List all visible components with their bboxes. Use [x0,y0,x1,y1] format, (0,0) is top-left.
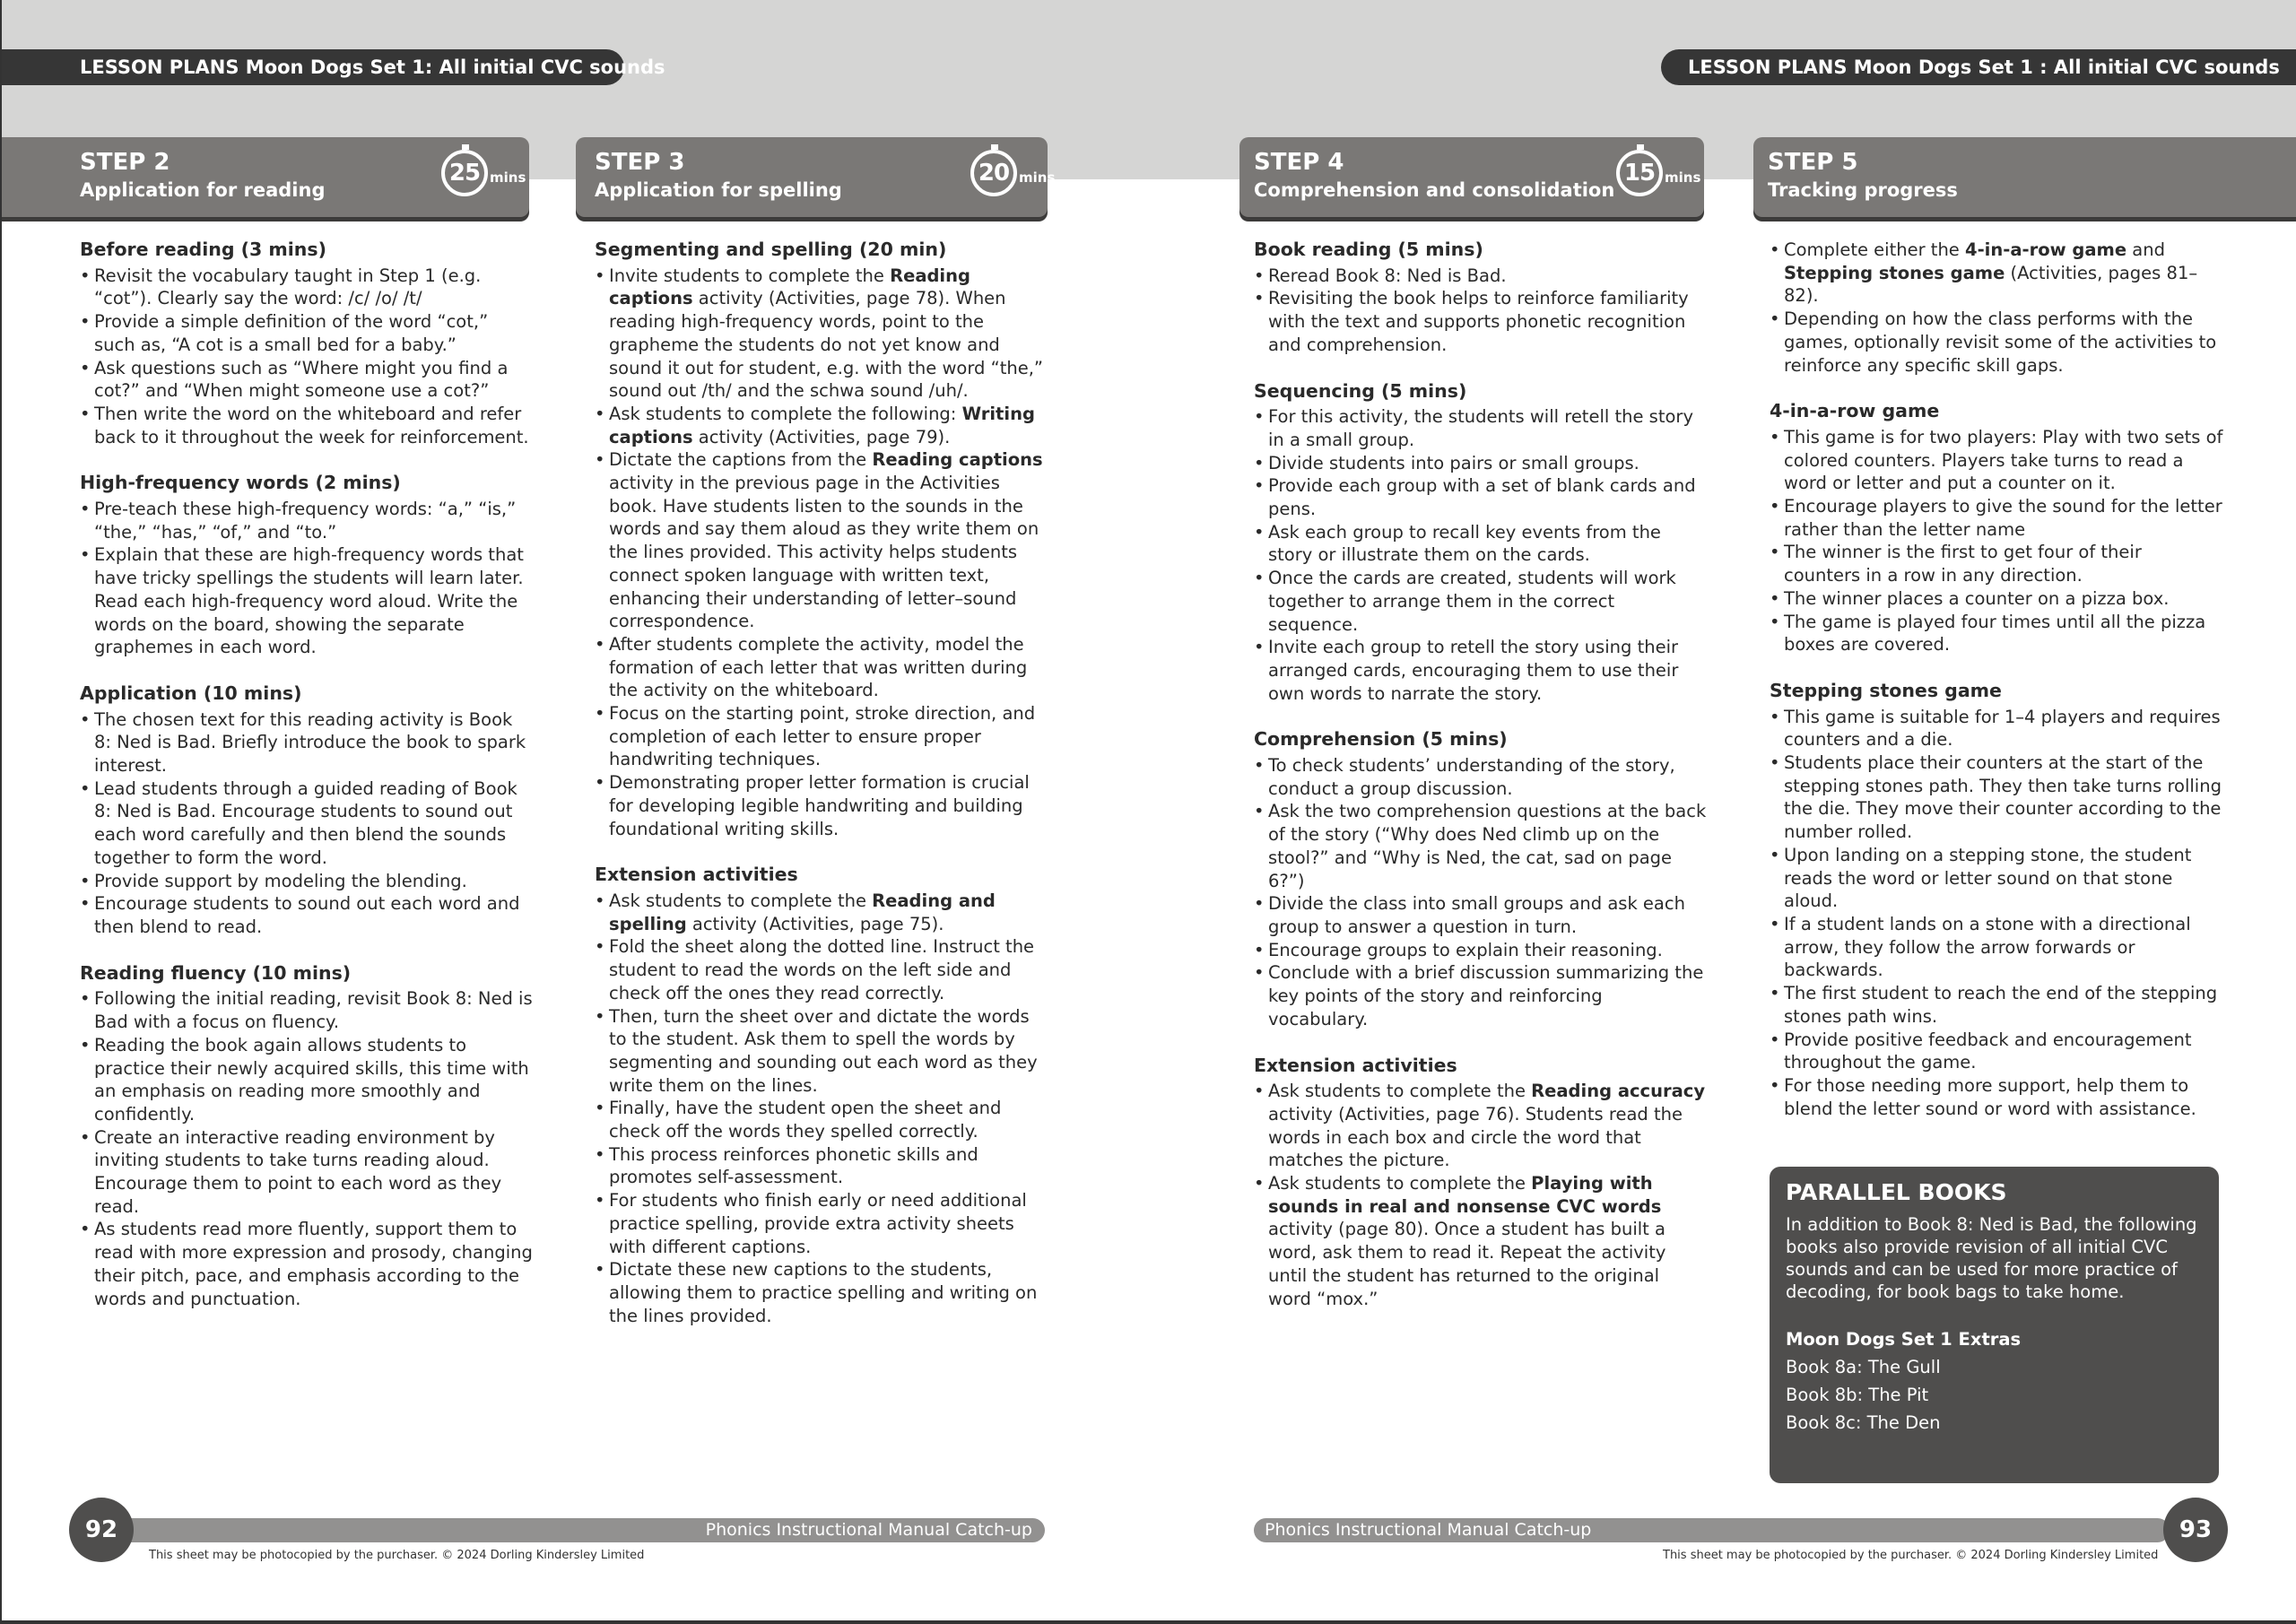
bullet-text: Ask students to complete the [1268,1173,1532,1194]
bullet-text: Ask students to complete the [609,890,873,911]
parallel-books-title: PARALLEL BOOKS [1786,1179,2007,1205]
list-item [595,265,1048,403]
column [1770,239,2223,1120]
bullet-text: Depending on how the class performs with the games, optionally revisit some of the activities to reinforce any specific skill gaps. [1784,308,2217,376]
bullet-text: Create an interactive reading environment by inviting students to take turns reading aloud. Encourage them to point to each word as they read. [94,1126,502,1217]
bullet-text: The winner places a counter on a pizza box. [1784,587,2170,609]
page-number-left: 92 [69,1498,134,1562]
bullet-text: Encourage students to sound out each word and then blend to read. [94,893,520,937]
list-item [1254,287,1708,356]
parallel-books-subheading: Moon Dogs Set 1 Extras [1786,1329,2022,1350]
bullet-text: activity (Activities, page 78). When reading high-frequency words, point to the grapheme the students do not yet know and sound it out for student, e.g. with the word “the,” sound out /th/ and the schwa sound /uh/. [609,288,1044,402]
bullet-list [1254,1080,1708,1310]
list-item [1254,474,1708,520]
list-item [1770,308,2223,377]
step-title: STEP 2 [80,149,170,176]
section-heading: Extension activities [1254,1054,1457,1076]
bullet-text: Encourage groups to explain their reasoning. [1268,939,1663,960]
list-item [1254,405,1708,451]
step-header [1753,137,2296,217]
list-item [80,892,534,938]
list-item [1770,495,2223,541]
column [595,239,1048,1327]
timer-minutes: 15 [1616,150,1663,196]
parallel-books-box [1770,1167,2219,1483]
timer-icon [970,150,1055,196]
bullet-list [80,265,534,449]
book-item: Book 8b: The Pit [1786,1385,1929,1405]
list-item [80,310,534,356]
bullet-text: The game is played four times until all the pizza boxes are covered. [1784,611,2206,656]
bullet-text: and [2126,239,2165,260]
bold-activity-name: Reading captions [872,449,1043,471]
list-item [1254,452,1708,475]
list-item [80,708,534,777]
list-item [80,498,534,543]
list-item [595,448,1048,633]
list-item [595,633,1048,702]
bold-activity-name: Stepping stones game [1784,262,2005,283]
bullet-list [595,890,1048,1327]
bullet-text: The first student to reach the end of the stepping stones path wins. [1784,983,2218,1027]
bullet-text: Fold the sheet along the dotted line. Instruct the student to read the words on the left side and check off the ones they read correctly. [609,936,1035,1003]
bullet-text: Divide students into pairs or small groups. [1268,452,1639,473]
list-item [595,1189,1048,1258]
bold-activity-name: 4-in-a-row game [1965,239,2127,260]
bullet-text: Then, turn the sheet over and dictate the words to the student. Ask them to spell the words by segmenting and sounding out each word as they write them on the lines. [609,1005,1038,1096]
list-item [80,987,534,1033]
bullet-text: Following the initial reading, revisit Book 8: Ned is Bad with a focus on fluency. [94,988,533,1033]
bullet-list [1254,405,1708,705]
list-item [80,1034,534,1126]
copyright-right: This sheet may be photocopied by the purchaser. © 2024 Dorling Kindersley Limited [1663,1549,2159,1562]
section-heading: Sequencing (5 mins) [1254,379,1467,402]
bullet-text: Reread Book 8: Ned is Bad. [1268,265,1507,286]
list-item [1770,706,2223,751]
list-item [1770,751,2223,844]
bullet-list [80,708,534,939]
list-item [80,777,534,870]
list-item [80,265,534,310]
step-subtitle: Comprehension and consolidation [1254,179,1615,201]
list-item [595,403,1048,448]
list-item [1770,844,2223,913]
bullet-text: Provide positive feedback and encouragement throughout the game. [1784,1029,2192,1073]
bullet-text: Divide the class into small groups and ask each group to answer a question in turn. [1268,893,1685,937]
section-heading: Extension activities [595,864,798,886]
step-title: STEP 5 [1768,149,1858,176]
list-item [595,890,1048,935]
list-item [1770,1074,2223,1120]
bullet-text: The chosen text for this reading activity is Book 8: Ned is Bad. Briefly introduce the book to spark interest. [94,708,526,777]
list-item [80,1126,534,1219]
bullet-text: The winner is the first to get four of their counters in a row in any direction. [1784,542,2142,586]
parallel-books-text: In addition to Book 8: Ned is Bad, the following books also provide revision of all initial CVC sounds and can be used for more practice of decoding, for book bags to take home. [1786,1214,2197,1302]
list-item [80,870,534,893]
page-number-right: 93 [2163,1498,2228,1562]
list-item [80,543,534,659]
list-item [1254,892,1708,938]
list-item [1254,521,1708,567]
bullet-text: To check students’ understanding of the story, conduct a group discussion. [1268,755,1675,799]
header-right: LESSON PLANS Moon Dogs Set 1 : All initial CVC sounds [1661,49,2296,85]
timer-icon [441,150,526,196]
bullet-text: Revisiting the book helps to reinforce familiarity with the text and supports phonetic recognition and comprehension. [1268,288,1689,355]
bullet-text: activity (Activities, page 79). [692,426,951,447]
timer-label: mins [1019,169,1056,186]
step-header [1239,137,1704,217]
book-item: Book 8a: The Gull [1786,1357,1941,1377]
bullet-text: If a student lands on a stone with a directional arrow, they follow the arrow forwards or backwards. [1784,913,2191,981]
bullet-text: Pre-teach these high-frequency words: “a,” “is,” “the,” “has,” “of,” and “to.” [94,499,517,543]
bullet-text: Explain that these are high-frequency words that have tricky spellings the students will learn later. Read each high-frequency word aloud. Write the words on the board, showing the separate graphemes in each word. [94,544,524,658]
footer-bar-right: Phonics Instructional Manual Catch-up [1254,1518,2170,1542]
list-item [1770,982,2223,1028]
list-item [595,771,1048,840]
list-item [1254,800,1708,892]
list-item [1254,1172,1708,1310]
step-subtitle: Application for spelling [595,179,842,201]
bullet-text: This game is suitable for 1–4 players and requires counters and a die. [1784,706,2221,751]
bold-activity-name: Reading captions [609,265,970,309]
bullet-text: activity (Activities, page 76). Students read the words in each box and circle the word that matches the picture. [1268,1103,1683,1171]
list-item [1254,1080,1708,1172]
bullet-text: Finally, have the student open the sheet and check off the words they spelled correctly. [609,1098,1002,1142]
bullet-text: Provide a simple definition of the word “cot,” such as, “A cot is a small bed for a baby.” [94,311,489,355]
list-item [595,1258,1048,1327]
bullet-text: For this activity, the students will retell the story in a small group. [1268,406,1693,450]
list-item [1770,239,2223,308]
section-heading: 4-in-a-row game [1770,400,1940,422]
list-item [1770,1029,2223,1074]
header-left: LESSON PLANS Moon Dogs Set 1: All initial CVC sounds [2,49,624,85]
list-item [1254,961,1708,1030]
list-item [1770,611,2223,656]
section-heading: Reading fluency (10 mins) [80,961,352,984]
bullet-list [1254,265,1708,357]
bold-activity-name: Reading accuracy [1531,1081,1706,1102]
list-item [80,357,534,403]
step-header [576,137,1056,217]
bullet-list [1254,754,1708,1030]
bullet-text: Reading the book again allows students to practice their newly acquired skills, this time with an emphasis on reading more smoothly and confidently. [94,1034,529,1125]
list-item [1254,939,1708,962]
bullet-text: activity (Activities, page 75). [686,913,944,934]
bullet-text: For those needing more support, help them to blend the letter sound or word with assistance. [1784,1074,2196,1119]
bullet-text: This process reinforces phonetic skills and promotes self-assessment. [609,1143,978,1188]
bullet-text: Ask the two comprehension questions at the back of the story (“Why does Ned climb up on the stool?” and “Why is Ned, the cat, sad on page 6?”) [1268,801,1707,891]
bullet-text: activity in the previous page in the Activities book. Have students listen to the sounds in the words and say them aloud as they write them on the lines provided. This activity helps students connect spoken language with written text, enhancing their understanding of letter–sound correspondence. [609,473,1039,632]
bullet-text: For students who finish early or need additional practice spelling, provide extra activity sheets with different captions. [609,1190,1027,1257]
bullet-text: Dictate the captions from the [609,449,873,471]
timer-icon [1616,150,1700,196]
bullet-text: Ask questions such as “Where might you find a cot?” and “When might someone use a cot?” [94,357,509,402]
step-title: STEP 4 [1254,149,1344,176]
bullet-list [1770,706,2223,1121]
list-item [1254,636,1708,705]
list-item [595,1143,1048,1189]
bullet-text: Once the cards are created, students will work together to arrange them in the correct sequence. [1268,568,1676,635]
timer-label: mins [490,169,526,186]
list-item [1770,541,2223,586]
bullet-list [595,265,1048,841]
bullet-text: Lead students through a guided reading of Book 8: Ned is Bad. Encourage students to sound out each word carefully and then blend the sounds together to form the word. [94,777,517,868]
list-item [595,935,1048,1004]
list-item [595,1097,1048,1142]
bold-activity-name: Reading and spelling [609,890,996,934]
bullet-text: activity (page 80). Once a student has built a word, ask them to read it. Repeat the activity until the student has returned to the original word “mox.” [1268,1219,1666,1309]
bullet-text: As students read more fluently, support them to read with more expression and prosody, changing their pitch, pace, and emphasis according to the words and punctuation. [94,1219,533,1309]
bullet-text: Ask students to complete the [1268,1081,1532,1102]
timer-minutes: 25 [441,150,488,196]
list-item [1254,754,1708,800]
section-heading: Book reading (5 mins) [1254,239,1483,260]
bullet-list [1770,426,2223,656]
bullet-text: Focus on the starting point, stroke direction, and completion of each letter to ensure proper handwriting techniques. [609,703,1036,770]
section-heading: High-frequency words (2 mins) [80,472,401,494]
list-item [80,1218,534,1310]
bullet-text: Encourage players to give the sound for the letter rather than the letter name [1784,496,2222,540]
step-header [2,137,529,217]
column [80,239,534,1310]
bullet-text: Invite students to complete the [609,265,891,286]
bullet-text: Revisit the vocabulary taught in Step 1 (e.g. “cot”). Clearly say the word: /c/ /o/ /t/ [94,265,482,309]
bullet-text: Ask students to complete the following: [609,403,962,424]
bullet-text: This game is for two players: Play with two sets of colored counters. Players take turns to read a word or letter and put a counter on it. [1784,426,2223,494]
list-item [80,403,534,448]
list-item [1770,587,2223,611]
step-title: STEP 3 [595,149,685,176]
bullet-text: Students place their counters at the start of the stepping stones path. They then take turns rolling the die. They move their counter according to the number rolled. [1784,752,2222,843]
column [1254,239,1708,1310]
list-item [1254,567,1708,636]
bullet-text: After students complete the activity, model the formation of each letter that was written during the activity on the whiteboard. [609,633,1028,701]
step-subtitle: Tracking progress [1768,179,1958,201]
section-heading: Segmenting and spelling (20 min) [595,239,947,260]
book-item: Book 8c: The Den [1786,1412,1941,1433]
bullet-text: Ask each group to recall key events from the story or illustrate them on the cards. [1268,521,1661,566]
timer-label: mins [1665,169,1701,186]
section-heading: Application (10 mins) [80,682,302,704]
bullet-text: Upon landing on a stepping stone, the student reads the word or letter sound on that stone aloud. [1784,844,2192,912]
bold-activity-name: Playing with sounds in real and nonsense CVC words [1268,1173,1662,1217]
list-item [1254,265,1708,288]
timer-minutes: 20 [970,150,1017,196]
bullet-list [1770,239,2223,377]
footer-bar-left: Phonics Instructional Manual Catch-up [104,1518,1045,1542]
section-heading: Before reading (3 mins) [80,239,326,260]
bullet-text: Provide support by modeling the blending. [94,870,467,891]
step-subtitle: Application for reading [80,179,326,201]
copyright-left: This sheet may be photocopied by the purchaser. © 2024 Dorling Kindersley Limited [149,1549,645,1562]
section-heading: Stepping stones game [1770,679,2002,701]
list-item [1770,426,2223,495]
bullet-text: Invite each group to retell the story using their arranged cards, encouraging them to use their own words to narrate the story. [1268,637,1679,704]
bullet-text: Provide each group with a set of blank cards and pens. [1268,475,1696,520]
bullet-text: Demonstrating proper letter formation is crucial for developing legible handwriting and building foundational writing skills. [609,772,1030,839]
bullet-text: Then write the word on the whiteboard and refer back to it throughout the week for reinforcement. [94,403,529,447]
list-item [595,702,1048,771]
bullet-list [80,987,534,1310]
bold-activity-name: Writing captions [609,403,1035,447]
bullet-text: Conclude with a brief discussion summarizing the key points of the story and reinforcing vocabulary. [1268,962,1704,1029]
list-item [1770,913,2223,982]
list-item [595,1005,1048,1098]
section-heading: Comprehension (5 mins) [1254,728,1508,751]
bullet-text: (Activities, pages 81–82). [1784,262,2198,307]
bullet-list [80,498,534,659]
bullet-text: Dictate these new captions to the students, allowing them to practice spelling and writing on the lines provided. [609,1259,1038,1326]
bullet-text: Complete either the [1784,239,1966,260]
